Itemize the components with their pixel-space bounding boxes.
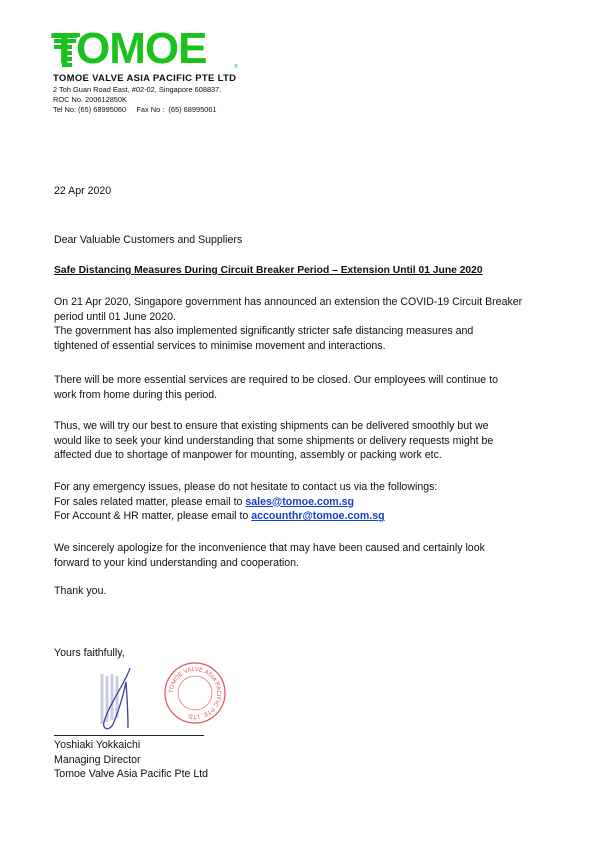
paragraph-1-line-4: tightened of essential services to minimise movement and interactions. (54, 339, 386, 352)
company-name: TOMOE VALVE ASIA PACIFIC PTE LTD (53, 73, 237, 84)
company-address: 2 Toh Guan Road East, #02-02, Singapore 608837. (53, 85, 222, 94)
letter-date: 22 Apr 2020 (54, 185, 112, 197)
paragraph-5-line-2: forward to your kind understanding and cooperation. (54, 556, 299, 569)
paragraph-2-line-2: work from home during this period. (54, 388, 218, 401)
company-roc: ROC No. 200612850K (53, 95, 127, 104)
sales-email-link[interactable]: sales@tomoe.com.sg (245, 495, 355, 508)
signer-block (54, 738, 554, 782)
tomoe-logo (50, 24, 242, 74)
paragraph-3-line-2: would like to seek your kind understanding that some shipments or delivery requests might be (54, 434, 494, 447)
paragraph-5 (54, 541, 554, 570)
registered-mark: ® (234, 64, 238, 70)
sales-contact-line (54, 495, 554, 510)
paragraph-1 (54, 295, 554, 353)
paragraph-2 (54, 373, 554, 402)
salutation: Dear Valuable Customers and Suppliers (54, 234, 243, 246)
hr-contact-prefix: For Account & HR matter, please email to (54, 510, 252, 523)
signer-title: Managing Director (54, 753, 141, 766)
paragraph-3 (54, 419, 554, 463)
paragraph-1-line-3: The government has also implemented significantly stricter safe distancing measures and (54, 325, 474, 338)
signature-line (54, 735, 204, 736)
company-tel-fax: Tel No: (65) 68995060 Fax No : (65) 68995061 (53, 105, 217, 114)
paragraph-2-line-1: There will be more essential services are required to be closed. Our employees will continue to (54, 374, 498, 386)
company-stamp-icon (162, 660, 228, 726)
paragraph-3-line-1: Thus, we will try our best to ensure that existing shipments can be delivered smoothly but we (54, 420, 489, 432)
paragraph-1-line-2: period until 01 June 2020. (54, 310, 176, 323)
hr-contact-line (54, 509, 554, 524)
logo-wordmark-text: TOMOE (50, 24, 207, 73)
stamp-ring-text: TOMOE VALVE ASIA PACIFIC PTE. LTD. (168, 666, 222, 720)
handwritten-signature (90, 662, 150, 737)
svg-text:TOMOE VALVE ASIA PACIFIC PTE. (169, 667, 221, 719)
paragraph-4 (54, 480, 554, 524)
letter-subject: Safe Distancing Measures During Circuit Breaker Period – Extension Until 01 June 2020 (54, 265, 483, 276)
closing: Yours faithfully, (54, 647, 125, 659)
signer-name: Yoshiaki Yokkaichi (54, 739, 141, 751)
sales-contact-prefix: For sales related matter, please email to (54, 495, 246, 508)
paragraph-4-line-1: For any emergency issues, please do not hesitate to contact us via the followings: (54, 481, 438, 493)
signer-company: Tomoe Valve Asia Pacific Pte Ltd (54, 768, 209, 781)
paragraph-1-line-1: On 21 Apr 2020, Singapore government has announced an extension the COVID-19 Circuit Breaker (54, 296, 523, 308)
logo-wordmark (52, 24, 206, 74)
hr-email-link[interactable]: accounthr@tomoe.com.sg (251, 510, 385, 523)
thank-you: Thank you. (54, 585, 107, 597)
paragraph-3-line-3: affected due to shortage of manpower for mounting, assembly or packing work etc. (54, 449, 442, 462)
paragraph-5-line-1: We sincerely apologize for the inconvenience that may have been caused and certainly look (54, 542, 485, 554)
